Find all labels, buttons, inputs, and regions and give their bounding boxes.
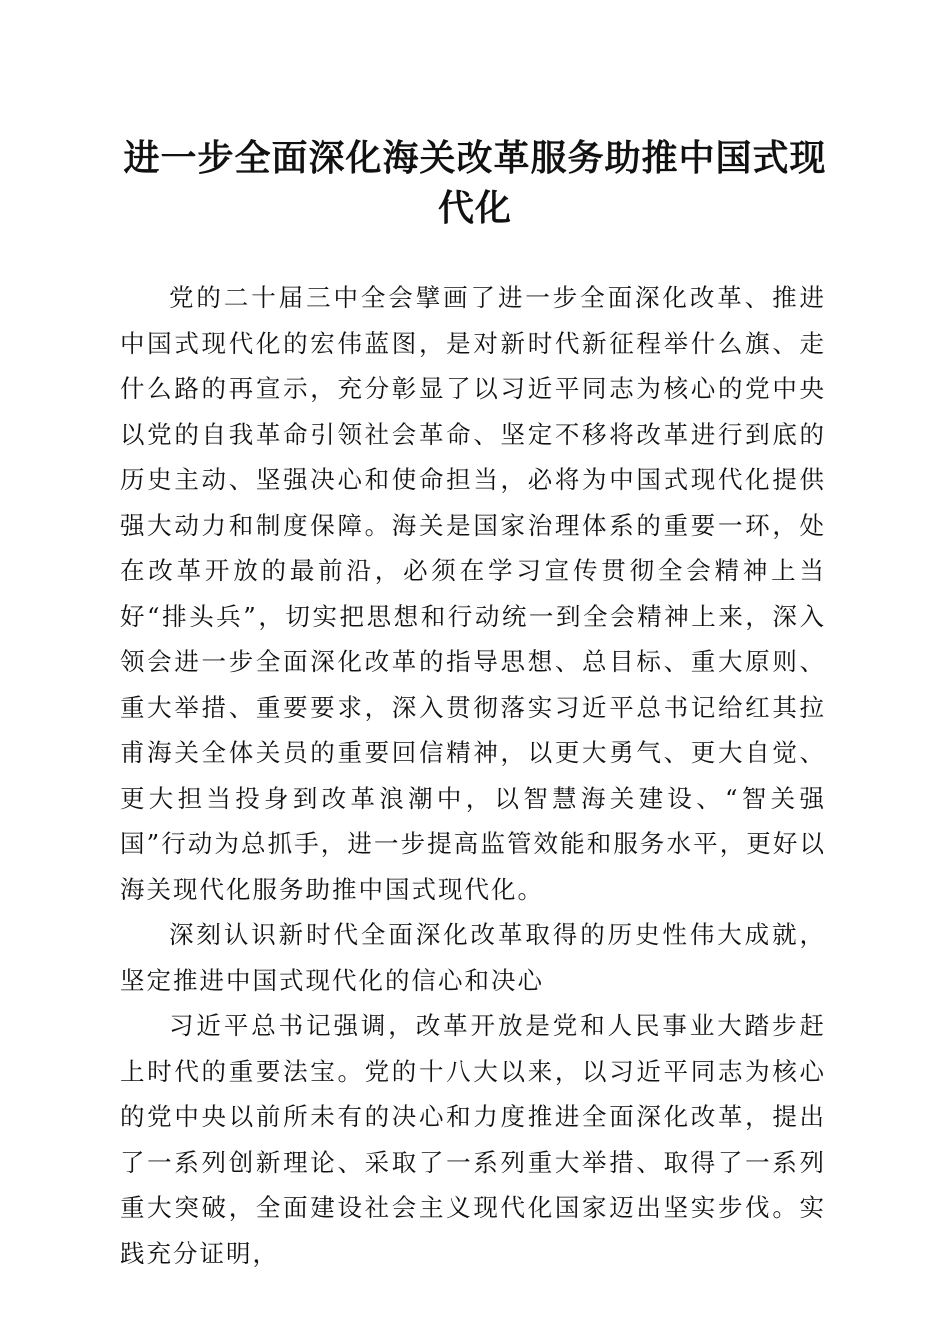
document-title: 进一步全面深化海关改革服务助推中国式现代化 [123,138,827,229]
document-body [120,275,826,1276]
section-heading: 深刻认识新时代全面深化改革取得的历史性伟大成就，坚定推进中国式现代化的信心和决心 [120,920,826,995]
paragraph-section-1: 习近平总书记强调，改革开放是党和人民事业大踏步赶上时代的重要法宝。党的十八大以来，以习近平同志为核心的党中央以前所未有的决心和力度推进全面深化改革，提出了一系列创新理论、采取了一系列重大举措、取得了一系列重大突破，全面建设社会主义现代化国家迈出坚实步伐。实践充分证明， [120,1011,826,1268]
paragraph-intro: 党的二十届三中全会擘画了进一步全面深化改革、推进中国式现代化的宏伟蓝图，是对新时代新征程举什么旗、走什么路的再宣示，充分彰显了以习近平同志为核心的党中央以党的自我革命引领社会革命、坚定不移将改革进行到底的历史主动、坚强决心和使命担当，必将为中国式现代化提供强大动力和制度保障。海关是国家治理体系的重要一环，处在改革开放的最前沿，必须在学习宣传贯彻全会精神上当好“排头兵”，切实把思想和行动统一到全会精神上来，深入领会进一步全面深化改革的指导思想、总目标、重大原则、重大举措、重要要求，深入贯彻落实习近平总书记给红其拉甫海关全体关员的重要回信精神，以更大勇气、更大自觉、更大担当投身到改革浪潮中，以智慧海关建设、“智关强国”行动为总抓手，进一步提高监管效能和服务水平，更好以海关现代化服务助推中国式现代化。 [120,283,826,904]
